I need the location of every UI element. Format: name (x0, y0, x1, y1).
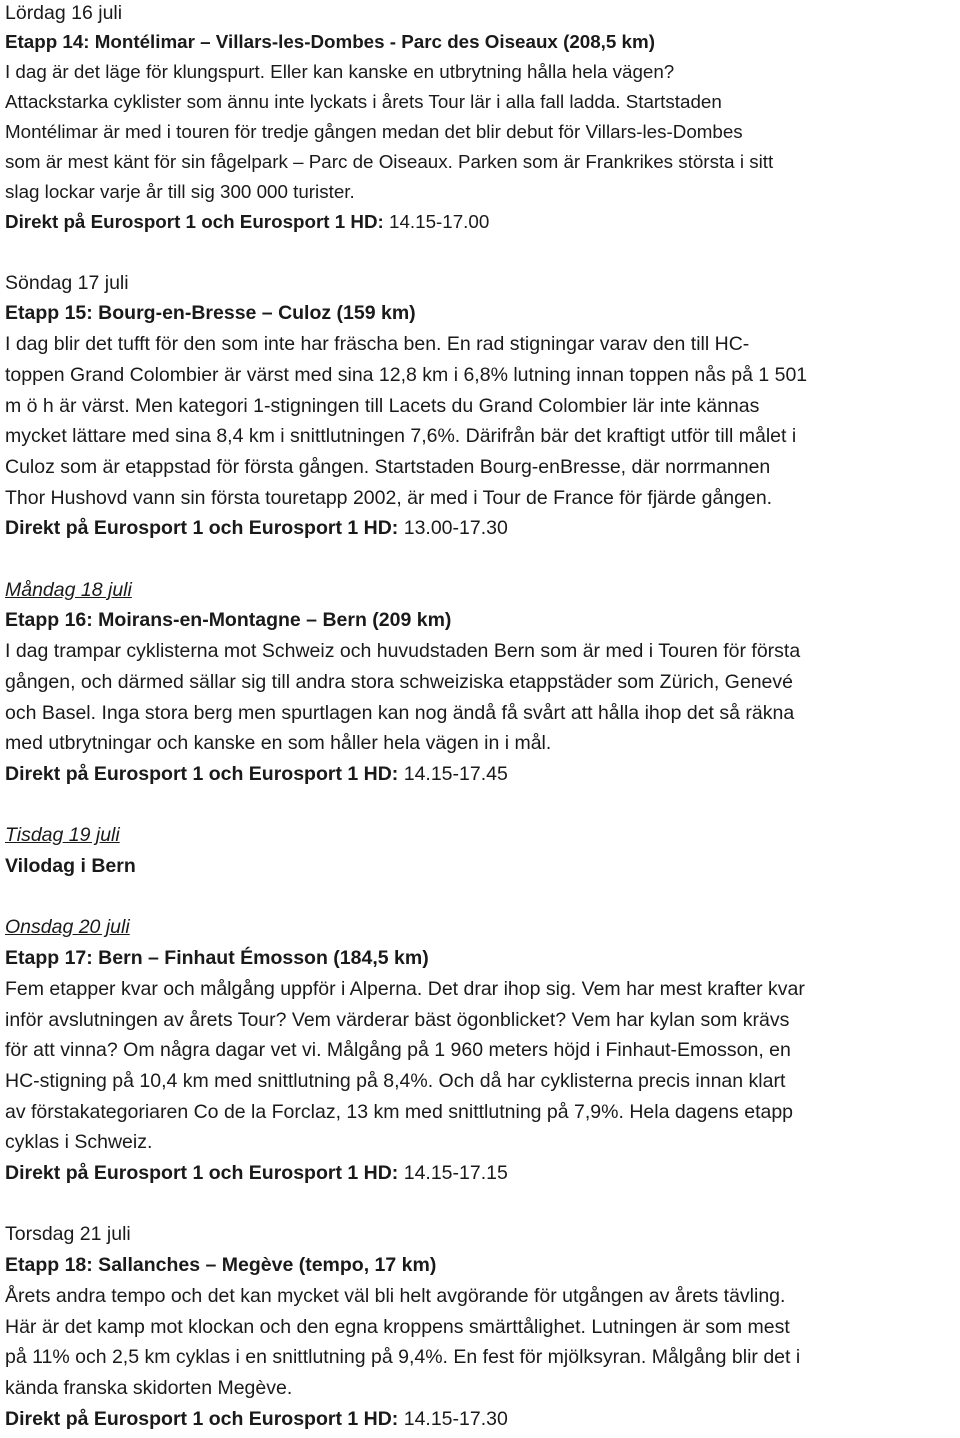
body-line: som är mest känt för sin fågelpark – Parc de Oiseaux. Parken som är Frankrikes största i sitt (5, 151, 774, 172)
day-section-1 (5, 0, 954, 237)
day-section-2 (5, 268, 954, 544)
broadcast-time: 14.15-17.45 (403, 762, 508, 785)
body-line: på 11% och 2,5 km cyklas i en snittlutning på 9,4%. En fest för mjölksyran. Målgång blir det i (5, 1346, 801, 1369)
body-line: Thor Hushovd vann sin första touretapp 2002, är med i Tour de France för fjärde gången. (5, 486, 773, 509)
broadcast-time: 14.15-17.15 (403, 1162, 508, 1185)
broadcast-label: Direkt på Eurosport 1 och Eurosport 1 HD: (5, 517, 399, 540)
day-section-6 (5, 1219, 954, 1434)
body-line: Montélimar är med i touren för tredje gången medan det blir debut för Villars-les-Dombes (5, 121, 743, 142)
body-line: Culoz som är etappstad för första gången. Startstaden Bourg-enBresse, där norrmannen (5, 455, 771, 478)
broadcast-time: 14.15-17.30 (403, 1407, 508, 1430)
day-section-5 (5, 912, 954, 1188)
body-line: slag lockar varje år till sig 300 000 turister. (5, 181, 355, 202)
broadcast-info (5, 759, 954, 790)
body-line: inför avslutningen av årets Tour? Vem värderar bäst ögonblicket? Vem har kylan som krävs (5, 1008, 790, 1031)
body-line: för att vinna? Om några dagar vet vi. Målgång på 1 960 meters höjd i Finhaut-Emosson, en (5, 1039, 791, 1062)
body-line: Årets andra tempo och det kan mycket väl bli helt avgörande för utgången av årets tävling. (5, 1284, 786, 1307)
body-line: HC-stigning på 10,4 km med snittlutning på 8,4%. Och då har cyklisterna precis innan klart (5, 1069, 786, 1092)
broadcast-info (5, 1404, 954, 1435)
body-line: gången, och därmed sällar sig till andra stora schweiziska etappstäder som Zürich, Genevé (5, 670, 793, 693)
section-date: Söndag 17 juli (5, 271, 129, 294)
broadcast-info (5, 207, 954, 237)
day-section-4 (5, 820, 954, 881)
body-line: av förstakategoriaren Co de la Forclaz, 13 km med snittlutning på 7,9%. Hela dagens etapp (5, 1100, 794, 1123)
broadcast-label: Direkt på Eurosport 1 och Eurosport 1 HD: (5, 1162, 399, 1185)
stage-title: Etapp 14: Montélimar – Villars-les-Dombes - Parc des Oiseaux (208,5 km) (5, 31, 655, 52)
broadcast-label: Direkt på Eurosport 1 och Eurosport 1 HD: (5, 762, 399, 785)
section-date: Tisdag 19 juli (5, 824, 120, 847)
body-line: I dag trampar cyklisterna mot Schweiz och huvudstaden Bern som är med i Touren för första (5, 640, 801, 663)
body-line: cyklas i Schweiz. (5, 1131, 153, 1154)
body-line: och Basel. Inga stora berg men spurtlagen kan nog ändå få svårt att hålla ihop det så räkna (5, 701, 795, 724)
body-line: I dag är det läge för klungspurt. Eller kan kanske en utbrytning hålla hela vägen? (5, 61, 675, 82)
broadcast-info (5, 1158, 954, 1189)
body-line: I dag blir det tufft för den som inte har fräscha ben. En rad stigningar varav den till HC- (5, 333, 750, 356)
broadcast-label: Direkt på Eurosport 1 och Eurosport 1 HD: (5, 1407, 399, 1430)
section-date: Måndag 18 juli (5, 578, 132, 601)
broadcast-time: 14.15-17.00 (389, 211, 490, 232)
body-line: Fem etapper kvar och målgång uppför i Alperna. Det drar ihop sig. Vem har mest krafter kvar (5, 977, 805, 1000)
body-line: Här är det kamp mot klockan och den egna kroppens smärttålighet. Lutningen är som mest (5, 1315, 790, 1338)
day-section-3 (5, 575, 954, 790)
stage-title: Etapp 15: Bourg-en-Bresse – Culoz (159 km) (5, 302, 416, 325)
body-line: m ö h är värst. Men kategori 1-stigningen till Lacets du Grand Colombier lär inte kännas (5, 394, 760, 417)
body-line: mycket lättare med sina 8,4 km i snittlutningen 7,6%. Därifrån bär det kraftigt utför till målet i (5, 425, 797, 448)
broadcast-info (5, 513, 954, 544)
body-line: kända franska skidorten Megève. (5, 1376, 293, 1399)
broadcast-label: Direkt på Eurosport 1 och Eurosport 1 HD: (5, 211, 384, 232)
broadcast-time: 13.00-17.30 (403, 517, 508, 540)
stage-title: Etapp 18: Sallanches – Megève (tempo, 17 km) (5, 1254, 437, 1277)
body-line: med utbrytningar och kanske en som håller hela vägen in i mål. (5, 732, 552, 755)
section-date: Onsdag 20 juli (5, 916, 130, 939)
section-date: Lördag 16 juli (5, 2, 123, 24)
section-date: Torsdag 21 juli (5, 1223, 131, 1246)
stage-title: Vilodag i Bern (5, 855, 136, 878)
body-line: toppen Grand Colombier är värst med sina 12,8 km i 6,8% lutning innan toppen nås på 1 501 (5, 363, 808, 386)
body-line: Attackstarka cyklister som ännu inte lyckats i årets Tour lär i alla fall ladda. Startstaden (5, 91, 722, 112)
stage-title: Etapp 17: Bern – Finhaut Émosson (184,5 km) (5, 947, 429, 970)
stage-title: Etapp 16: Moirans-en-Montagne – Bern (209 km) (5, 609, 452, 632)
